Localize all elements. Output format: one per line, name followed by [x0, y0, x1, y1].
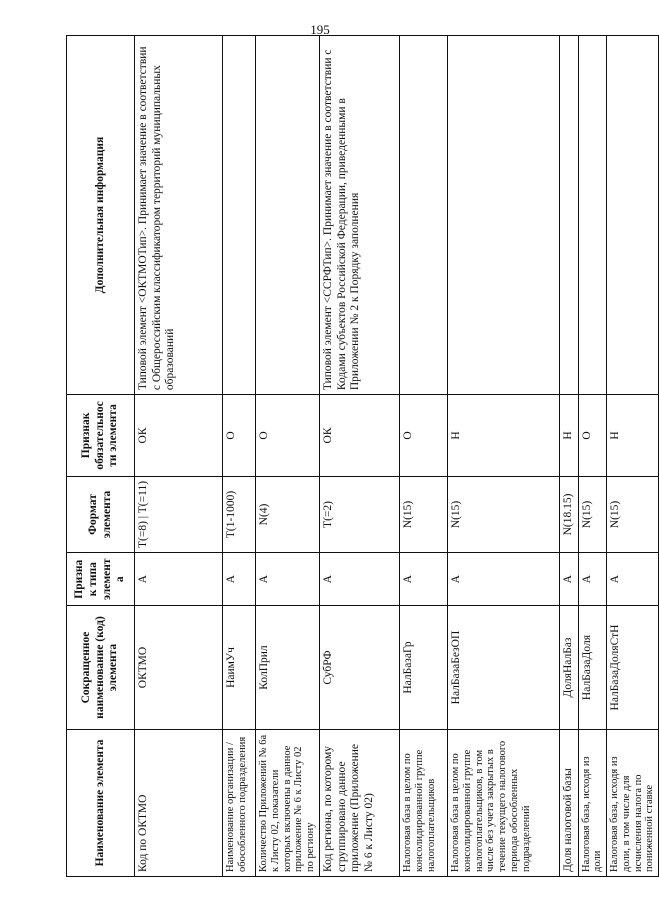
cell-name: Наименование организации / обособленного подразделения: [223, 729, 256, 876]
cell-info: [560, 36, 579, 395]
cell-name: Доля налоговой базы: [560, 729, 579, 876]
elements-table: [66, 35, 659, 877]
table-row: [400, 36, 448, 877]
table-row: [448, 36, 560, 877]
cell-name: Код региона, по которому сгруппировано данное приложение (Приложение № 6 к Листу 02): [320, 729, 400, 876]
table-header-row: [67, 36, 135, 877]
cell-type: А: [256, 553, 320, 606]
cell-type: А: [320, 553, 400, 606]
cell-required: О: [256, 395, 320, 477]
cell-code: ОКТМО: [135, 606, 223, 730]
cell-required: Н: [607, 395, 659, 477]
cell-info: [223, 36, 256, 395]
table-row: [320, 36, 400, 877]
table-row: [256, 36, 320, 877]
cell-name: Количество Приложений № 6а к Листу 02, показатели которых включены в данное приложение № 6 к Листу 02 по региону: [256, 729, 320, 876]
cell-format: T(1-1000): [223, 476, 256, 553]
cell-name: Налоговая база, исходя из доли: [578, 729, 607, 876]
header-additional-info: Дополнительная информация: [67, 36, 135, 395]
cell-required: Н: [560, 395, 579, 477]
header-element-name: Наименование элемента: [67, 729, 135, 876]
cell-info: Типовой элемент <ССРФТип>. Принимает значение в соответствии с Кодами субъектов Российской Федерации, приведенными в Приложении № 2 к Порядку заполнения: [320, 36, 400, 395]
header-element-required: Признак обязательности элемента: [67, 395, 135, 477]
cell-info: [448, 36, 560, 395]
cell-type: А: [607, 553, 659, 606]
cell-type: А: [223, 553, 256, 606]
table-row: [560, 36, 579, 877]
cell-code: НалБазаДоля: [578, 606, 607, 730]
cell-code: НаимУч: [223, 606, 256, 730]
table-frame: [66, 35, 656, 877]
cell-required: Н: [448, 395, 560, 477]
cell-required: О: [223, 395, 256, 477]
table-row: [223, 36, 256, 877]
cell-code: СубРФ: [320, 606, 400, 730]
cell-code: КолПрил: [256, 606, 320, 730]
cell-required: О: [400, 395, 448, 477]
cell-type: А: [448, 553, 560, 606]
cell-format: T(=8) | T(=11): [135, 476, 223, 553]
rotated-table-container: [66, 35, 656, 877]
header-element-type: Признак типа элемента: [67, 553, 135, 606]
cell-name: Налоговая база, исходя из доли, в том числе для исчисления налога по пониженной ставке: [607, 729, 659, 876]
cell-name: Код по ОКТМО: [135, 729, 223, 876]
cell-required: ОК: [320, 395, 400, 477]
header-element-format: Формат элемента: [67, 476, 135, 553]
cell-info: [578, 36, 607, 395]
cell-required: ОК: [135, 395, 223, 477]
cell-info: Типовой элемент <ОКТМОТип>. Принимает значение в соответствии с Общероссийским классификатором территорий муниципальных образований: [135, 36, 223, 395]
cell-format: T(=2): [320, 476, 400, 553]
cell-name: Налоговая база в целом по консолидированной группе налогоплательщиков, в том числе без учета закрытых в течение текущего налогового периода обособленных подразделений: [448, 729, 560, 876]
cell-format: N(15): [400, 476, 448, 553]
header-element-code: Сокращенное наименование (код) элемента: [67, 606, 135, 730]
cell-code: НалБазаГр: [400, 606, 448, 730]
cell-type: А: [400, 553, 448, 606]
cell-info: [607, 36, 659, 395]
cell-format: N(15): [607, 476, 659, 553]
cell-type: А: [578, 553, 607, 606]
cell-code: ДоляНалБаз: [560, 606, 579, 730]
cell-format: N(15): [578, 476, 607, 553]
table-row: [578, 36, 607, 877]
cell-info: [256, 36, 320, 395]
cell-format: N(15): [448, 476, 560, 553]
page-number: 195: [310, 22, 330, 37]
cell-info: [400, 36, 448, 395]
cell-format: N(18.15): [560, 476, 579, 553]
cell-format: N(4): [256, 476, 320, 553]
table-row: [607, 36, 659, 877]
cell-code: НалБазаДоляСтН: [607, 606, 659, 730]
cell-code: НалБазаБезОП: [448, 606, 560, 730]
cell-required: О: [578, 395, 607, 477]
table-row: [135, 36, 223, 877]
cell-type: А: [135, 553, 223, 606]
cell-type: А: [560, 553, 579, 606]
cell-name: Налоговая база в целом по консолидированной группе налогоплательщиков: [400, 729, 448, 876]
